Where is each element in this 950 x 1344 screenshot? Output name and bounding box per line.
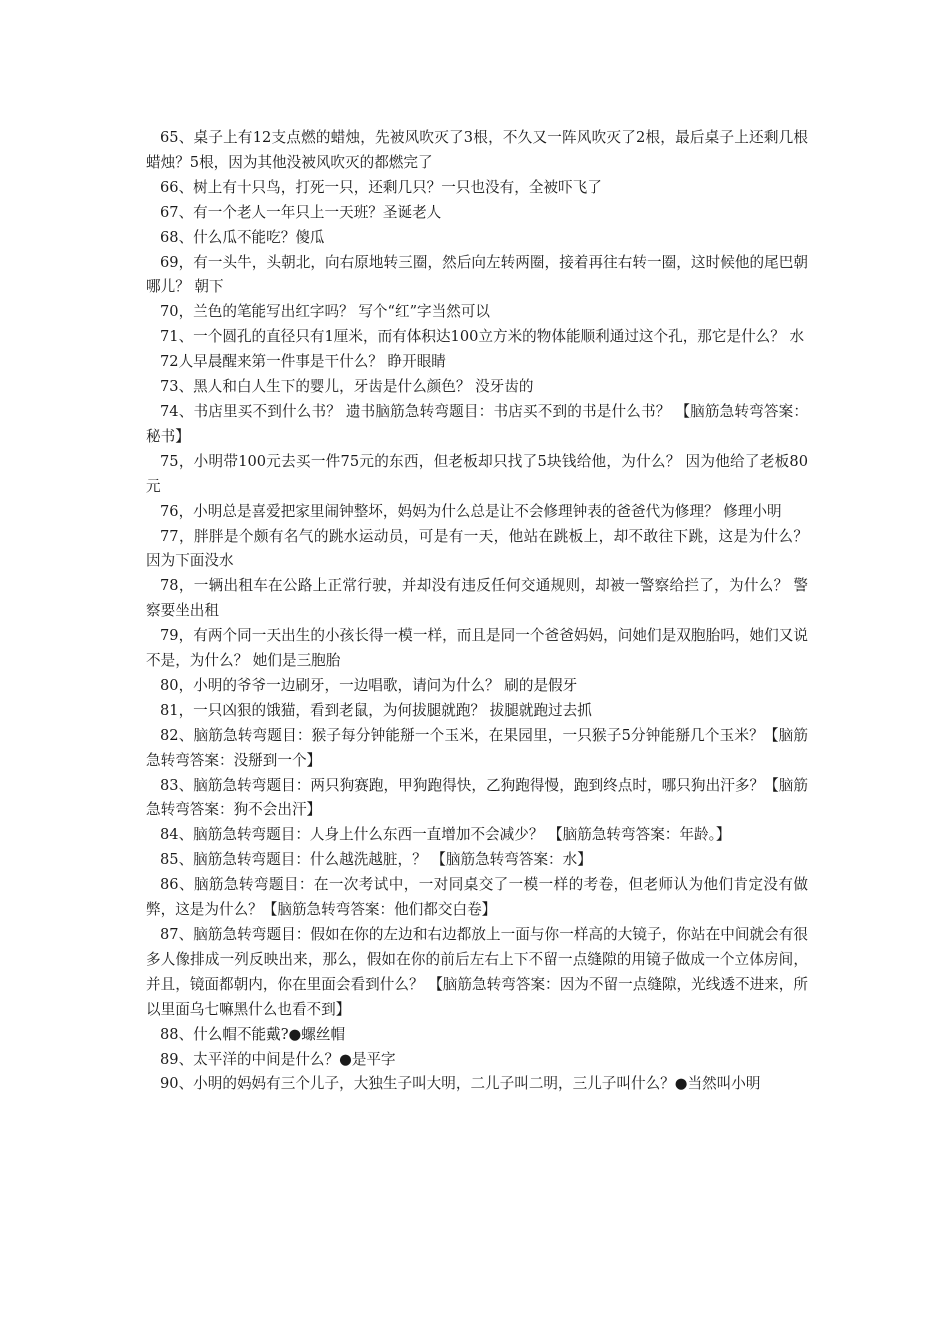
paragraph-87: 87、脑筋急转弯题目：假如在你的左边和右边都放上一面与你一样高的大镜子，你站在中间就会有很多人像排成一列反映出来，那么，假如在你的前后左右上下不留一点缝隙的用镜子做成一个立体房间，并且，镜面都朝内，你在里面会看到什么？ 【脑筋急转弯答案：因为不留一点缝隙，光线透不进来，所以里面乌七嘛黑什么也看不到】 <box>146 926 808 1018</box>
paragraph-65: 65、桌子上有12支点燃的蜡烛，先被风吹灭了3根，不久又一阵风吹灭了2根，最后桌子上还剩几根蜡烛？5根，因为其他没被风吹灭的都燃完了 <box>146 129 808 171</box>
paragraph-68: 68、什么瓜不能吃？傻瓜 <box>160 228 325 246</box>
paragraph-83: 83、脑筋急转弯题目：两只狗赛跑，甲狗跑得快，乙狗跑得慢，跑到终点时，哪只狗出汗多？【脑筋急转弯答案：狗不会出汗】 <box>146 776 808 819</box>
paragraph-82: 82、脑筋急转弯题目：猴子每分钟能掰一个玉米，在果园里，一只猴子5分钟能掰几个玉米？【脑筋急转弯答案：没掰到一个】 <box>146 726 808 769</box>
paragraph-88: 88、什么帽不能戴?●螺丝帽 <box>160 1025 346 1043</box>
paragraph-90: 90、小明的妈妈有三个儿子，大独生子叫大明，二儿子叫二明，三儿子叫什么？●当然叫小明 <box>160 1075 761 1093</box>
paragraph-86: 86、脑筋急转弯题目：在一次考试中，一对同桌交了一模一样的考卷，但老师认为他们肯定没有做弊，这是为什么？【脑筋急转弯答案：他们都交白卷】 <box>146 876 808 919</box>
paragraph-85: 85、脑筋急转弯题目：什么越洗越脏，？ 【脑筋急转弯答案：水】 <box>160 851 592 869</box>
paragraph-73: 73、黑人和白人生下的婴儿，牙齿是什么颜色？ 没牙齿的 <box>160 378 534 396</box>
paragraph-67: 67、有一个老人一年只上一天班？圣诞老人 <box>160 203 442 221</box>
paragraph-71: 71、一个圆孔的直径只有1厘米，而有体积达100立方米的物体能顺利通过这个孔，那它是什么？ 水 <box>160 328 805 346</box>
paragraph-77: 77，胖胖是个颇有名气的跳水运动员，可是有一天，他站在跳板上，却不敢往下跳，这是为什么？ 因为下面没水 <box>146 527 808 570</box>
paragraph-76: 76，小明总是喜爱把家里闹钟整坏，妈妈为什么总是让不会修理钟表的爸爸代为修理？ 修理小明 <box>160 502 782 520</box>
paragraph-80: 80，小明的爷爷一边刷牙，一边唱歌，请问为什么？ 刷的是假牙 <box>160 676 578 694</box>
paragraph-66: 66、树上有十只鸟，打死一只，还剩几只？一只也没有，全被吓飞了 <box>160 178 602 196</box>
paragraph-75: 75，小明带100元去买一件75元的东西，但老板却只找了5块钱给他，为什么？ 因为他给了老板80元 <box>146 452 808 495</box>
document-body <box>146 126 808 1097</box>
paragraph-84: 84、脑筋急转弯题目：人身上什么东西一直增加不会减少？ 【脑筋急转弯答案：年龄。】 <box>160 826 731 844</box>
paragraph-69: 69，有一头牛，头朝北，向右原地转三圈，然后向左转两圈，接着再往右转一圈，这时候他的尾巴朝哪儿？ 朝下 <box>146 253 808 296</box>
paragraph-78: 78，一辆出租车在公路上正常行驶，并却没有违反任何交通规则，却被一警察给拦了，为什么？ 警察要坐出租 <box>146 577 808 620</box>
paragraph-81: 81，一只凶狠的饿猫，看到老鼠，为何拔腿就跑？ 拔腿就跑过去抓 <box>160 701 592 719</box>
paragraph-89: 89、太平洋的中间是什么？●是平字 <box>160 1050 396 1068</box>
paragraph-70: 70，兰色的笔能写出红字吗？ 写个“红”字当然可以 <box>160 303 491 321</box>
paragraph-79: 79，有两个同一天出生的小孩长得一模一样，而且是同一个爸爸妈妈，问她们是双胞胎吗，她们又说不是，为什么？ 她们是三胞胎 <box>146 627 808 670</box>
paragraph-72: 72人早晨醒来第一件事是干什么？ 睁开眼睛 <box>160 353 446 371</box>
paragraph-74: 74、书店里买不到什么书？ 遗书脑筋急转弯题目：书店买不到的书是什么书？ 【脑筋急转弯答案：秘书】 <box>146 402 808 445</box>
